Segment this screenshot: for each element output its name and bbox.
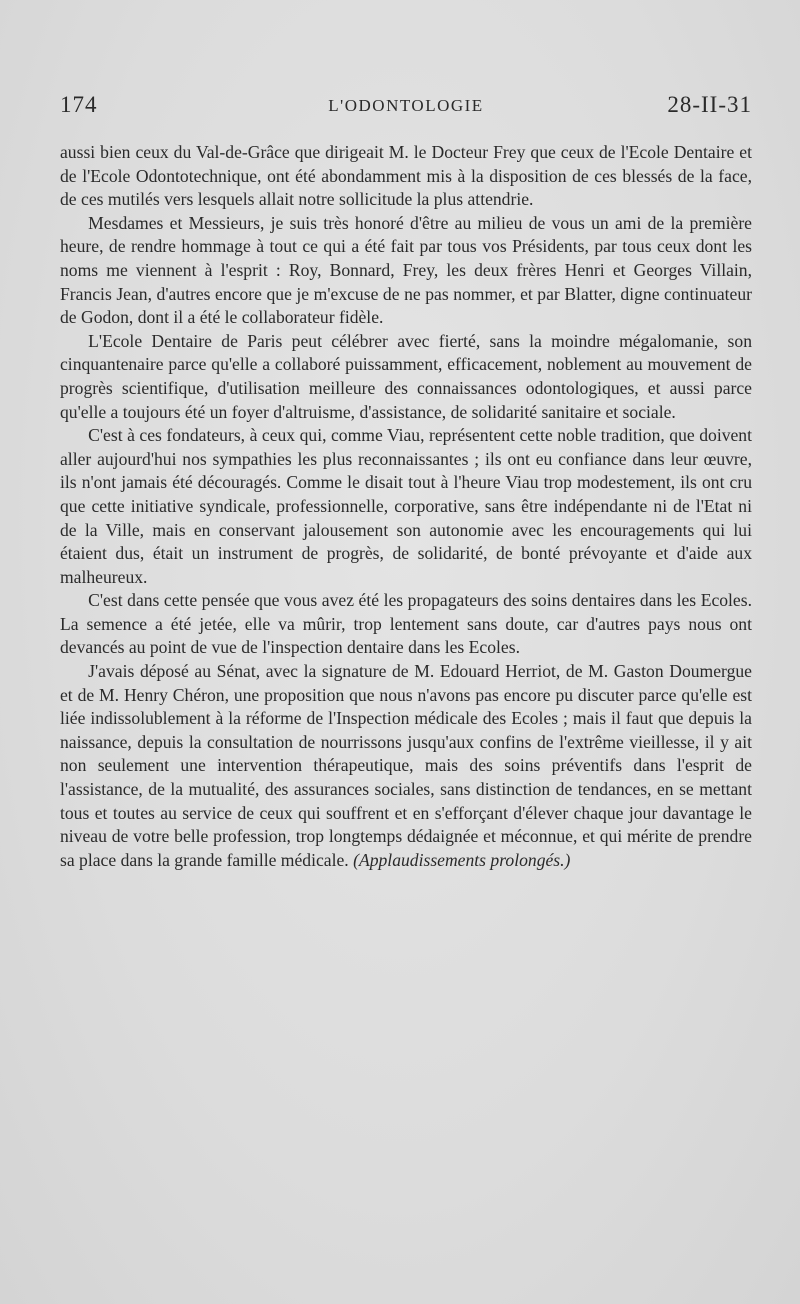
paragraph-1: aussi bien ceux du Val-de-Grâce que dirigeait M. le Docteur Frey que ceux de l'Ecole Dentaire et de l'Ecole Odontotechnique, ont été abondamment mis à la disposition de ces blessés de la face, de ces mutilés vers lesquels allait notre sollicitude la plus attendrie. xyxy=(60,142,752,210)
applause-note: (Applaudissements prolongés.) xyxy=(353,849,571,870)
paragraph-6-text: J'avais déposé au Sénat, avec la signature de M. Edouard Herriot, de M. Gaston Doumergue et de M. Henry Chéron, une proposition que nous n'avons pas encore pu discuter parce qu'elle est liée indissolublement à la réforme de l'Inspection médicale des Ecoles ; mais il faut que depuis la naissance, depuis la consultation de nourrissons jusqu'aux confins de l'extrême vieillesse, il y ait non seulement une intervention thérapeutique, mais des soins préventifs dans l'esprit de l'assistance, de la mutualité, des assurances sociales, sans distinction de tendances, en se mettant tous et toutes au service de ceux qui souffrent et en s'efforçant d'élever chaque jour davantage le niveau de votre belle profession, trop longtemps dédaignée et méconnue, et qui mérite de prendre sa place dans la grande famille médicale. xyxy=(60,661,752,870)
paragraph-4: C'est à ces fondateurs, à ceux qui, comme Viau, représentent cette noble tradition, que doivent aller aujourd'hui nos sympathies les plus reconnaissantes ; ils ont eu confiance dans leur œuvre, ils n'ont jamais été découragés. Comme le disait tout à l'heure Viau trop modestement, ils ont cru que cette initiative syndicale, professionnelle, corporative, sans être indépendante ni de l'Etat ni de la Ville, mais en conservant jalousement son autonomie avec les encouragements qui lui étaient dus, était un instrument de progrès, de solidarité, de bonté prévoyante et d'aide aux malheureux. xyxy=(60,425,752,587)
paragraph-5: C'est dans cette pensée que vous avez été les propagateurs des soins dentaires dans les Ecoles. La semence a été jetée, elle va mûrir, trop lentement sans doute, car d'autres pays nous ont devancés au point de vue de l'inspection dentaire dans les Ecoles. xyxy=(60,590,752,658)
running-header xyxy=(60,92,752,124)
issue-date: 28-II-31 xyxy=(667,92,752,117)
paragraph-6 xyxy=(60,660,752,872)
page-number: 174 xyxy=(60,92,98,117)
body-text xyxy=(60,141,752,872)
running-title: L'ODONTOLOGIE xyxy=(328,96,484,115)
paragraph-2: Mesdames et Messieurs, je suis très honoré d'être au milieu de vous un ami de la première heure, de rendre hommage à tout ce qui a été fait par tous vos Présidents, par tous ceux dont les noms me viennent à l'esprit : Roy, Bonnard, Frey, les deux frères Henri et Georges Villain, Francis Jean, d'autres encore que je m'excuse de ne pas nommer, et par Blatter, digne continuateur de Godon, dont il a été le collaborateur fidèle. xyxy=(60,212,752,328)
paragraph-3: L'Ecole Dentaire de Paris peut célébrer avec fierté, sans la moindre mégalomanie, son cinquantenaire parce qu'elle a collaboré puissamment, efficacement, noblement au mouvement de progrès scientifique, d'utilisation meilleure des connaissances odontologiques, et aussi parce qu'elle a toujours été un foyer d'altruisme, d'assistance, de solidarité sanitaire et sociale. xyxy=(60,330,752,422)
